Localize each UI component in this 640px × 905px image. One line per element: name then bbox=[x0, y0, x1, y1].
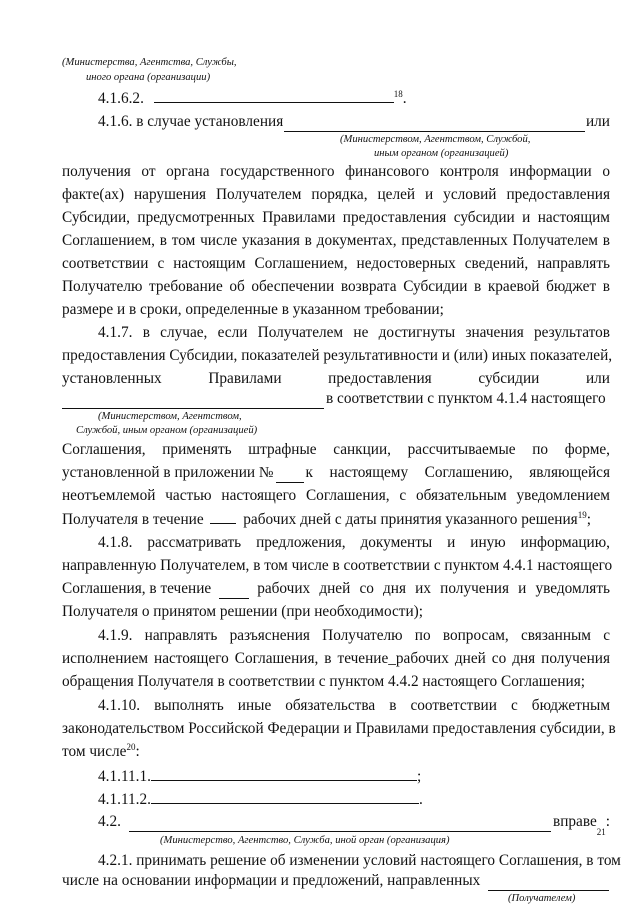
blank-line bbox=[219, 584, 249, 599]
text-line: 4.2.1. принимать решение об изменении условий настоящего Соглашения, в том bbox=[98, 852, 621, 869]
note-ministry: (Министерством, Агентством, bbox=[98, 411, 242, 422]
text-line: Соглашения, в течение рабочих дней со дня их получения и уведомлять bbox=[62, 580, 610, 597]
blank-line bbox=[154, 88, 394, 103]
text-line: установленных Правилами предоставления субсидии или bbox=[62, 370, 610, 387]
text-line: Соглашением, в том числе указания в документах, представленных Получателем в bbox=[62, 232, 610, 249]
blank-line bbox=[151, 789, 419, 804]
text-line: исполнением настоящего Соглашения, в течение_рабочих дней со дня получения bbox=[62, 650, 610, 667]
text-line: предоставления Субсидии, показателей результативности и (или) иных показателей, bbox=[62, 347, 613, 364]
note-ministry: (Министерство, Агентство, Служба, иной орган (организация) bbox=[160, 835, 450, 846]
blank-line bbox=[488, 876, 609, 891]
blank-line bbox=[62, 394, 324, 409]
text-line: Получателя в течение рабочих дней с даты принятия указанного решения$^{19}$; bbox=[62, 509, 591, 528]
text-line: Получателя о принятом решении (при необходимости); bbox=[62, 603, 423, 620]
text-line: 4.1.10. выполнять иные обязательства в соответствии с бюджетным bbox=[98, 697, 610, 714]
text-line: 4.1.8. рассматривать предложения, документы и иную информацию, bbox=[98, 534, 610, 551]
clause-4-1-11-1: 4.1.11.1. ; bbox=[98, 768, 422, 785]
note-recipient: (Получателем) bbox=[508, 893, 576, 904]
text-line: том числе$^{20}$: bbox=[62, 741, 140, 760]
note-organ: иного органа (организации) bbox=[86, 72, 211, 83]
text-line: Соглашения, применять штрафные санкции, рассчитываемые по форме, bbox=[62, 441, 610, 458]
blank-line bbox=[210, 509, 236, 524]
text-line: факте(ах) нарушения Получателем порядка, целей и условий предоставления bbox=[62, 186, 610, 203]
text-line: обращения Получателя в соответствии с пунктом 4.4.2 настоящего Соглашения; bbox=[62, 673, 586, 690]
blank-line bbox=[276, 468, 304, 483]
note-ministry: (Министерства, Агентства, Службы, bbox=[62, 57, 237, 68]
text-line: установленной в приложении № к настоящему Соглашению, являющейся bbox=[62, 464, 610, 481]
note-ministry: (Министерством, Агентством, Службой, bbox=[340, 134, 531, 145]
text-line: соответствии с настоящим Соглашением, недостоверных сведений, направлять bbox=[62, 255, 610, 272]
text-line: получения от органа государственного финансового контроля информации о bbox=[62, 163, 610, 180]
blank-line bbox=[151, 766, 417, 781]
text-line: Субсидии, предусмотренных Правилами предоставления субсидии и настоящим bbox=[62, 209, 610, 226]
text-line: 4.1.7. в случае, если Получателем не достигнуты значения результатов bbox=[98, 324, 610, 341]
footnote-mark: 20 bbox=[126, 741, 136, 752]
text-line: направленную Получателем, в том числе в соответствии с пунктом 4.4.1 настоящего bbox=[62, 557, 613, 574]
note-organ: иным органом (организацией) bbox=[374, 148, 509, 159]
text-line: неотъемлемой частью настоящего Соглашения, с обязательным уведомлением bbox=[62, 487, 610, 504]
blank-line bbox=[129, 817, 551, 832]
text-line: законодательством Российской Федерации и Правилами предоставления субсидии, в bbox=[62, 720, 616, 737]
clause-4-2: 4.2. вправе 21 : bbox=[98, 813, 610, 837]
blank-line bbox=[284, 117, 585, 132]
clause-4-1-11-2: 4.1.11.2. . bbox=[98, 791, 423, 808]
clause-4-1-6: 4.1.6. в случае установления или bbox=[98, 113, 610, 130]
note-organ: Службой, иным органом (организацией) bbox=[76, 425, 258, 436]
footnote-mark: 19 bbox=[577, 509, 587, 520]
text-line: в соответствии с пунктом 4.1.4 настоящего bbox=[62, 389, 610, 409]
text-line: Получателю требование об обеспечении возврата Субсидии в краевой бюджет в bbox=[62, 278, 610, 295]
text-line: числе на основании информации и предложений, направленных bbox=[62, 871, 610, 891]
text-line: 4.1.9. направлять разъяснения Получателю по вопросам, связанным с bbox=[98, 627, 610, 644]
clause-4-1-6-2: 4.1.6.2. $^{18}$. bbox=[98, 88, 407, 107]
footnote-mark: 18 bbox=[393, 88, 403, 99]
text-line: размере и в сроки, определенные в указанном требовании; bbox=[62, 301, 444, 318]
